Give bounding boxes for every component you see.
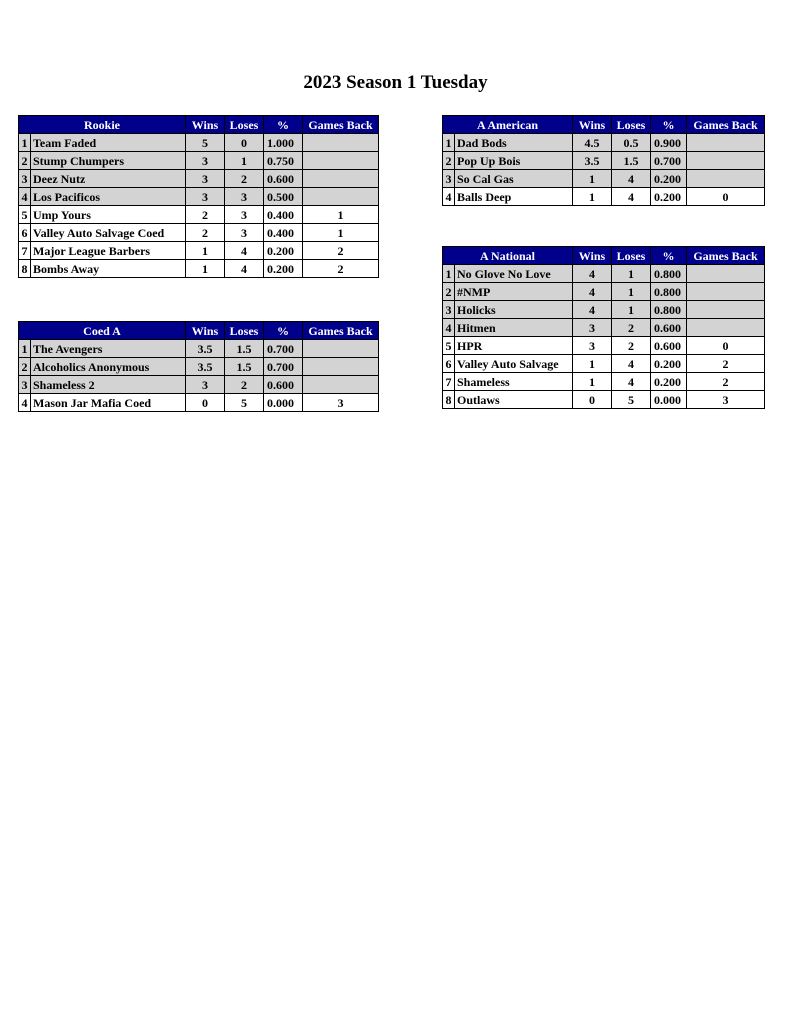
- rank-cell: 1: [19, 340, 31, 358]
- loses-cell: 2: [612, 319, 651, 337]
- rank-cell: 6: [19, 224, 31, 242]
- games-back-cell: 3: [687, 391, 765, 409]
- team-cell: Balls Deep: [455, 188, 573, 206]
- pct-cell: 0.000: [264, 394, 303, 412]
- games-back-cell: 1: [303, 206, 379, 224]
- loses-cell: 0.5: [612, 134, 651, 152]
- pct-header: %: [651, 116, 687, 134]
- loses-cell: 3: [225, 224, 264, 242]
- wins-header: Wins: [573, 247, 612, 265]
- wins-cell: 1: [573, 355, 612, 373]
- loses-cell: 4: [612, 188, 651, 206]
- division-name: A American: [443, 116, 573, 134]
- games-back-header: Games Back: [687, 247, 765, 265]
- games-back-cell: [303, 188, 379, 206]
- rank-cell: 7: [19, 242, 31, 260]
- a-national-standings-table: [442, 246, 765, 409]
- table-row: [443, 355, 765, 373]
- pct-cell: 0.400: [264, 206, 303, 224]
- wins-cell: 2: [186, 206, 225, 224]
- table-row: [19, 152, 379, 170]
- wins-cell: 3: [573, 319, 612, 337]
- table-row: [19, 260, 379, 278]
- wins-cell: 4: [573, 283, 612, 301]
- table-row: [443, 373, 765, 391]
- games-back-cell: 0: [687, 188, 765, 206]
- loses-cell: 1.5: [225, 358, 264, 376]
- wins-header: Wins: [186, 116, 225, 134]
- table-row: [19, 206, 379, 224]
- team-cell: Stump Chumpers: [31, 152, 186, 170]
- table-row: [19, 242, 379, 260]
- rank-cell: 1: [443, 134, 455, 152]
- wins-cell: 0: [573, 391, 612, 409]
- rank-cell: 4: [443, 319, 455, 337]
- team-cell: Team Faded: [31, 134, 186, 152]
- loses-cell: 5: [225, 394, 264, 412]
- games-back-cell: [687, 319, 765, 337]
- pct-cell: 0.600: [264, 376, 303, 394]
- team-cell: Ump Yours: [31, 206, 186, 224]
- table-row: [443, 337, 765, 355]
- loses-cell: 1.5: [225, 340, 264, 358]
- loses-cell: 3: [225, 188, 264, 206]
- table-header-row: [19, 322, 379, 340]
- division-name: A National: [443, 247, 573, 265]
- wins-cell: 3.5: [186, 358, 225, 376]
- team-cell: Alcoholics Anonymous: [31, 358, 186, 376]
- table-row: [443, 170, 765, 188]
- team-cell: Bombs Away: [31, 260, 186, 278]
- team-cell: Outlaws: [455, 391, 573, 409]
- rank-cell: 1: [19, 134, 31, 152]
- table-row: [443, 319, 765, 337]
- pct-cell: 0.600: [264, 170, 303, 188]
- pct-cell: 0.200: [651, 373, 687, 391]
- pct-cell: 0.400: [264, 224, 303, 242]
- loses-cell: 2: [225, 376, 264, 394]
- loses-cell: 4: [612, 355, 651, 373]
- loses-cell: 5: [612, 391, 651, 409]
- pct-cell: 0.750: [264, 152, 303, 170]
- pct-cell: 0.700: [264, 340, 303, 358]
- loses-header: Loses: [225, 116, 264, 134]
- games-back-cell: 2: [303, 242, 379, 260]
- rank-cell: 3: [19, 170, 31, 188]
- wins-cell: 3: [186, 152, 225, 170]
- loses-cell: 1: [612, 283, 651, 301]
- loses-cell: 1: [225, 152, 264, 170]
- a-american-standings-table: [442, 115, 765, 206]
- games-back-cell: 0: [687, 337, 765, 355]
- team-cell: The Avengers: [31, 340, 186, 358]
- pct-cell: 0.600: [651, 337, 687, 355]
- loses-header: Loses: [225, 322, 264, 340]
- pct-cell: 0.900: [651, 134, 687, 152]
- loses-cell: 4: [225, 242, 264, 260]
- games-back-cell: [687, 283, 765, 301]
- team-cell: Shameless: [455, 373, 573, 391]
- wins-header: Wins: [573, 116, 612, 134]
- loses-cell: 1: [612, 301, 651, 319]
- games-back-cell: 2: [303, 260, 379, 278]
- pct-cell: 0.200: [651, 355, 687, 373]
- loses-cell: 4: [225, 260, 264, 278]
- wins-cell: 5: [186, 134, 225, 152]
- rank-cell: 2: [19, 358, 31, 376]
- pct-cell: 0.700: [264, 358, 303, 376]
- rank-cell: 8: [19, 260, 31, 278]
- team-cell: Mason Jar Mafia Coed: [31, 394, 186, 412]
- games-back-cell: [687, 170, 765, 188]
- games-back-cell: 2: [687, 355, 765, 373]
- rank-cell: 5: [19, 206, 31, 224]
- loses-cell: 2: [225, 170, 264, 188]
- pct-cell: 0.000: [651, 391, 687, 409]
- page-title: 2023 Season 1 Tuesday: [303, 72, 488, 93]
- pct-cell: 0.800: [651, 301, 687, 319]
- loses-cell: 4: [612, 170, 651, 188]
- coed-a-standings-table: [18, 321, 379, 412]
- table-row: [443, 152, 765, 170]
- team-cell: Los Pacificos: [31, 188, 186, 206]
- rank-cell: 8: [443, 391, 455, 409]
- table-row: [443, 283, 765, 301]
- table-row: [19, 224, 379, 242]
- pct-cell: 0.700: [651, 152, 687, 170]
- games-back-cell: [303, 170, 379, 188]
- team-cell: Dad Bods: [455, 134, 573, 152]
- rank-cell: 3: [443, 170, 455, 188]
- wins-cell: 3.5: [186, 340, 225, 358]
- table-row: [443, 391, 765, 409]
- pct-cell: 0.200: [264, 260, 303, 278]
- team-cell: #NMP: [455, 283, 573, 301]
- wins-cell: 1: [573, 170, 612, 188]
- wins-cell: 1: [573, 373, 612, 391]
- pct-cell: 0.200: [264, 242, 303, 260]
- games-back-cell: [687, 301, 765, 319]
- table-header-row: [443, 116, 765, 134]
- team-cell: No Glove No Love: [455, 265, 573, 283]
- games-back-cell: 3: [303, 394, 379, 412]
- loses-cell: 2: [612, 337, 651, 355]
- table-row: [19, 188, 379, 206]
- team-cell: Shameless 2: [31, 376, 186, 394]
- loses-header: Loses: [612, 247, 651, 265]
- games-back-cell: [303, 134, 379, 152]
- team-cell: HPR: [455, 337, 573, 355]
- wins-header: Wins: [186, 322, 225, 340]
- table-row: [443, 265, 765, 283]
- games-back-cell: [687, 265, 765, 283]
- wins-cell: 3.5: [573, 152, 612, 170]
- loses-cell: 1.5: [612, 152, 651, 170]
- table-row: [443, 188, 765, 206]
- rank-cell: 2: [443, 283, 455, 301]
- team-cell: Pop Up Bois: [455, 152, 573, 170]
- wins-cell: 3: [186, 188, 225, 206]
- pct-cell: 0.200: [651, 188, 687, 206]
- table-row: [19, 358, 379, 376]
- games-back-cell: [687, 134, 765, 152]
- wins-cell: 1: [573, 188, 612, 206]
- team-cell: Valley Auto Salvage: [455, 355, 573, 373]
- loses-cell: 4: [612, 373, 651, 391]
- rank-cell: 4: [443, 188, 455, 206]
- rank-cell: 3: [443, 301, 455, 319]
- team-cell: Major League Barbers: [31, 242, 186, 260]
- wins-cell: 4: [573, 265, 612, 283]
- table-row: [19, 134, 379, 152]
- games-back-header: Games Back: [303, 322, 379, 340]
- loses-header: Loses: [612, 116, 651, 134]
- rank-cell: 2: [19, 152, 31, 170]
- loses-cell: 0: [225, 134, 264, 152]
- pct-cell: 0.500: [264, 188, 303, 206]
- division-name: Coed A: [19, 322, 186, 340]
- rank-cell: 2: [443, 152, 455, 170]
- wins-cell: 3: [186, 376, 225, 394]
- pct-header: %: [651, 247, 687, 265]
- pct-cell: 1.000: [264, 134, 303, 152]
- table-header-row: [19, 116, 379, 134]
- wins-cell: 3: [573, 337, 612, 355]
- rank-cell: 5: [443, 337, 455, 355]
- table-header-row: [443, 247, 765, 265]
- team-cell: Valley Auto Salvage Coed: [31, 224, 186, 242]
- rank-cell: 6: [443, 355, 455, 373]
- wins-cell: 3: [186, 170, 225, 188]
- rank-cell: 4: [19, 188, 31, 206]
- wins-cell: 0: [186, 394, 225, 412]
- pct-cell: 0.800: [651, 283, 687, 301]
- team-cell: Hitmen: [455, 319, 573, 337]
- wins-cell: 4: [573, 301, 612, 319]
- wins-cell: 1: [186, 260, 225, 278]
- pct-cell: 0.600: [651, 319, 687, 337]
- table-row: [19, 170, 379, 188]
- rank-cell: 3: [19, 376, 31, 394]
- table-row: [19, 376, 379, 394]
- games-back-header: Games Back: [303, 116, 379, 134]
- pct-cell: 0.800: [651, 265, 687, 283]
- games-back-cell: [687, 152, 765, 170]
- table-row: [19, 394, 379, 412]
- loses-cell: 1: [612, 265, 651, 283]
- rank-cell: 4: [19, 394, 31, 412]
- team-cell: Deez Nutz: [31, 170, 186, 188]
- wins-cell: 2: [186, 224, 225, 242]
- games-back-cell: [303, 358, 379, 376]
- pct-header: %: [264, 116, 303, 134]
- pct-header: %: [264, 322, 303, 340]
- team-cell: So Cal Gas: [455, 170, 573, 188]
- rank-cell: 1: [443, 265, 455, 283]
- table-row: [443, 134, 765, 152]
- games-back-cell: 1: [303, 224, 379, 242]
- division-name: Rookie: [19, 116, 186, 134]
- team-cell: Holicks: [455, 301, 573, 319]
- rookie-standings-table: [18, 115, 379, 278]
- wins-cell: 1: [186, 242, 225, 260]
- games-back-cell: [303, 376, 379, 394]
- rank-cell: 7: [443, 373, 455, 391]
- games-back-header: Games Back: [687, 116, 765, 134]
- table-row: [443, 301, 765, 319]
- games-back-cell: [303, 340, 379, 358]
- games-back-cell: 2: [687, 373, 765, 391]
- loses-cell: 3: [225, 206, 264, 224]
- wins-cell: 4.5: [573, 134, 612, 152]
- pct-cell: 0.200: [651, 170, 687, 188]
- games-back-cell: [303, 152, 379, 170]
- table-row: [19, 340, 379, 358]
